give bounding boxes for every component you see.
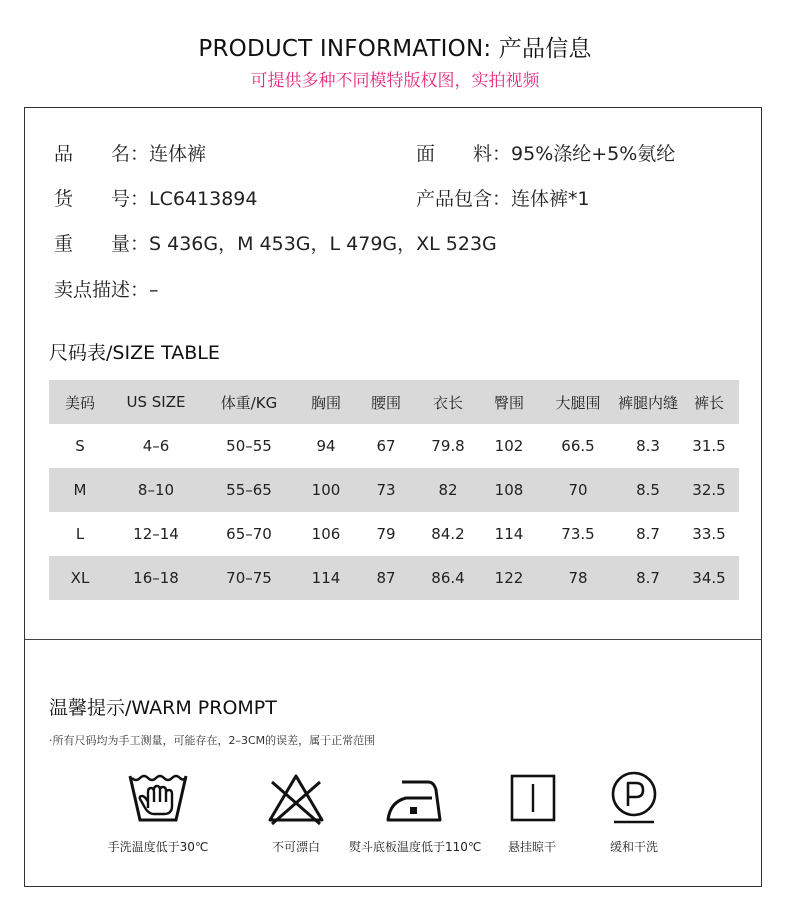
table-cell: 94 [316,437,336,455]
iron-low-icon [382,768,446,828]
table-cell: 70–75 [201,556,297,600]
gentle-dry-clean-icon [602,768,666,828]
table-cell: 8.5 [617,468,679,512]
care-label: 缓和干洗 [609,840,658,854]
header-cell: 衣长 [417,380,479,424]
care-label: 熨斗底板温度低于110℃ [349,840,482,854]
care-label: 不可漂白 [271,840,320,854]
table-cell: 78 [539,556,617,600]
table-cell: 16–18 [111,556,201,600]
table-cell: 70 [539,468,617,512]
table-cell: 122 [479,556,539,600]
table-cell: 102 [494,437,524,455]
table-cell: 8–10 [111,468,201,512]
care-label: 手洗温度低于30℃ [107,840,209,854]
measurement-note: ·所有尺码均为手工测量，可能存在，2–3CM的误差，属于正常范围 [49,734,376,747]
table-cell: 100 [297,468,355,512]
table-cell: 65–70 [226,525,272,543]
info-weight-value: S 436G，M 453G，L 479G，XL 523G [149,233,497,255]
size-table [49,380,739,600]
table-cell: 114 [494,525,524,543]
table-cell: XL [49,556,111,600]
info-sku [54,184,258,211]
info-weight-label: 重 量： [54,233,150,255]
table-cell: 50–55 [226,437,272,455]
info-material [416,139,675,166]
header-cell: 大腿围 [539,380,617,424]
table-cell: 8.7 [636,525,660,543]
info-selling-points [54,275,159,302]
care-item-iron-low [349,768,482,855]
table-cell: 86.4 [417,556,479,600]
info-sku-value: LC6413894 [149,188,258,210]
table-cell: 33.5 [692,525,726,543]
table-cell: M [49,468,111,512]
care-item-hand-wash [93,768,223,855]
table-cell: 55–65 [201,468,297,512]
info-weight [54,229,497,256]
table-cell: 84.2 [431,525,465,543]
table-cell: L [75,525,85,543]
info-package [416,184,590,211]
header-cell: 美码 [49,380,111,424]
page-title: PRODUCT INFORMATION: 产品信息 [198,36,592,62]
product-info-box [24,107,762,887]
table-cell: 8.3 [636,437,660,455]
hang-dry-icon [500,768,564,828]
table-cell: 87 [355,556,417,600]
table-cell: S [75,437,85,455]
table-cell: 31.5 [692,437,726,455]
header-cell: 臀围 [479,380,539,424]
info-name-label: 品 名： [54,143,150,165]
header-cell: 体重/KG [201,380,297,424]
info-name-value: 连体裤 [149,143,207,165]
table-cell: 79.8 [431,437,465,455]
table-row [49,512,739,556]
hand-wash-icon [126,768,190,828]
header-cell: US SIZE [111,380,201,424]
size-table-header-row [49,380,739,424]
table-row [49,424,739,468]
header-cell: 腰围 [355,380,417,424]
table-cell: 34.5 [679,556,739,600]
table-cell: 79 [376,525,396,543]
table-cell: 66.5 [561,437,595,455]
no-bleach-icon [264,768,328,828]
table-cell: 114 [297,556,355,600]
table-cell: 67 [376,437,396,455]
care-item-no-bleach [231,768,361,855]
table-cell: 106 [311,525,341,543]
table-cell: 4–6 [142,437,170,455]
header-cell: 裤腿内缝 [617,380,679,424]
care-label: 悬挂晾干 [507,840,556,854]
header-cell: 胸围 [297,380,355,424]
info-selling-label: 卖点描述： [54,279,150,301]
info-sku-label: 货 号： [54,188,150,210]
table-row [49,468,739,512]
table-cell: 73 [355,468,417,512]
table-cell: 12–14 [133,525,179,543]
warm-prompt-title: 温馨提示/WARM PROMPT [49,697,277,719]
info-material-label: 面 料： [416,143,512,165]
table-cell: 32.5 [679,468,739,512]
info-material-value: 95%涤纶+5%氨纶 [511,143,676,165]
section-divider [25,639,761,640]
header-cell: 裤长 [679,380,739,424]
care-item-gentle-dry-clean [569,768,699,855]
page-subtitle: 可提供多种不同模特版权图，实拍视频 [250,71,540,91]
size-table-title: 尺码表/SIZE TABLE [49,342,220,364]
table-cell: 82 [417,468,479,512]
table-cell: 73.5 [561,525,595,543]
info-selling-value: – [149,279,159,301]
table-cell: 108 [479,468,539,512]
info-package-value: 连体裤*1 [511,188,590,210]
info-package-label: 产品包含： [416,188,512,210]
table-row [49,556,739,600]
info-name [54,139,206,166]
table-cell: 8.7 [617,556,679,600]
